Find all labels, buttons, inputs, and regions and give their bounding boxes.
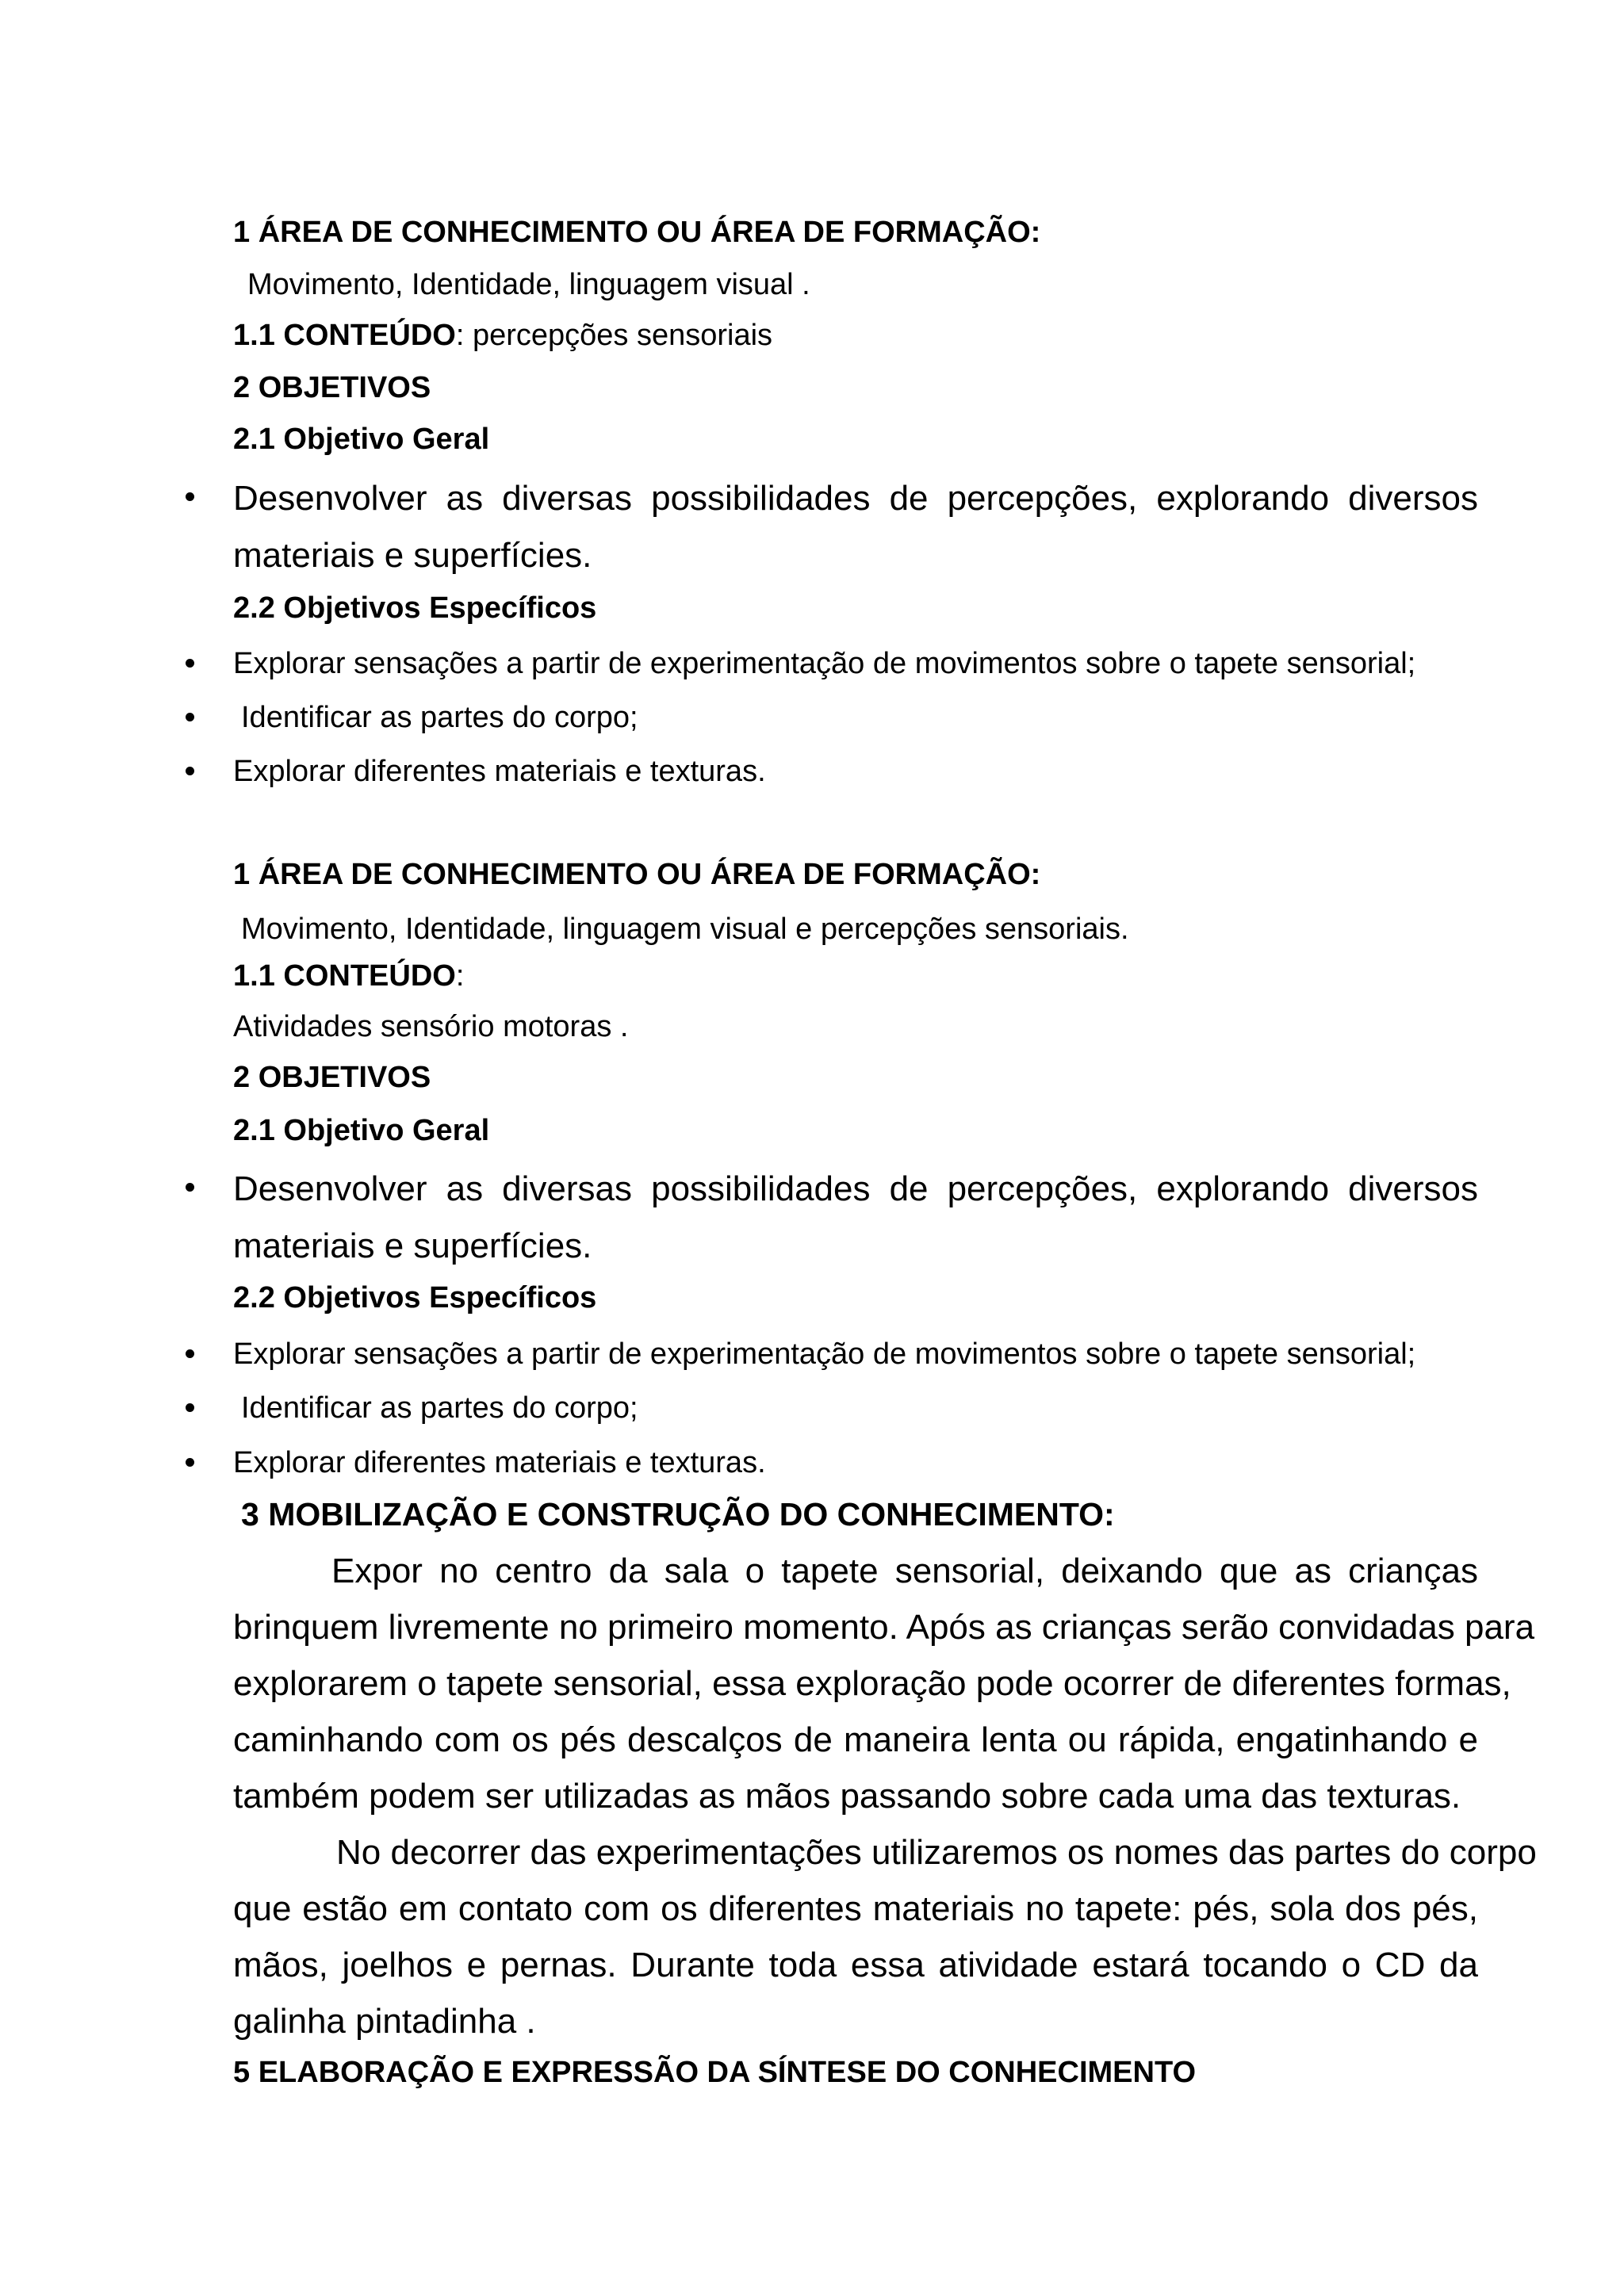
- content-line: [233, 320, 772, 350]
- general-objective-line: materiais e superfícies.: [233, 1226, 592, 1265]
- specific-objectives-title: 2.2 Objetivos Específicos: [233, 591, 597, 625]
- content-value: Atividades sensório motoras .: [233, 1010, 629, 1043]
- list-item: Explorar diferentes materiais e texturas.: [233, 755, 766, 788]
- general-objective-title: 2.1 Objetivo Geral: [233, 423, 490, 456]
- bullet-icon: [186, 1183, 194, 1192]
- paragraph-line: também podem ser utilizadas as mãos passando sobre cada uma das texturas.: [233, 1777, 1461, 1816]
- bullet-icon: [186, 1458, 194, 1467]
- list-item: Explorar diferentes materiais e texturas.: [233, 1446, 766, 1479]
- list-item: Identificar as partes do corpo;: [241, 1391, 638, 1425]
- content-value: : percepções sensoriais: [455, 319, 773, 352]
- bullet-icon: [186, 1349, 194, 1358]
- list-item: Identificar as partes do corpo;: [241, 701, 638, 734]
- paragraph-line: mãos, joelhos e pernas. Durante toda essa atividade estará tocando o CD da: [233, 1946, 1478, 1984]
- specific-objectives-title: 2.2 Objetivos Específicos: [233, 1281, 597, 1314]
- paragraph-line: explorarem o tapete sensorial, essa exploração pode ocorrer de diferentes formas,: [233, 1664, 1511, 1703]
- content-label: 1.1 CONTEÚDO: [233, 959, 456, 993]
- content-label: 1.1 CONTEÚDO: [233, 319, 456, 352]
- content-line: [233, 961, 464, 991]
- knowledge-areas: Movimento, Identidade, linguagem visual .: [247, 268, 810, 301]
- general-objective-line: Desenvolver as diversas possibilidades de percepções, explorando diversos: [233, 479, 1478, 518]
- paragraph-line: caminhando com os pés descalços de maneira lenta ou rápida, engatinhando e: [233, 1720, 1478, 1759]
- bullet-icon: [186, 1403, 194, 1412]
- bullet-icon: [186, 767, 194, 775]
- general-objective-title: 2.1 Objetivo Geral: [233, 1114, 490, 1147]
- paragraph-line: brinquem livremente no primeiro momento. Após as crianças serão convidadas para: [233, 1608, 1535, 1647]
- paragraph-line: que estão em contato com os diferentes materiais no tapete: pés, sola dos pés,: [233, 1889, 1478, 1928]
- objectives-heading: 2 OBJETIVOS: [233, 371, 431, 404]
- content-colon: :: [455, 959, 465, 993]
- paragraph-line: No decorrer das experimentações utilizaremos os nomes das partes do corpo: [336, 1833, 1537, 1872]
- paragraph-line: Expor no centro da sala o tapete sensorial, deixando que as crianças: [331, 1552, 1478, 1590]
- list-item: Explorar sensações a partir de experimentação de movimentos sobre o tapete sensorial;: [233, 1337, 1416, 1371]
- objectives-heading: 2 OBJETIVOS: [233, 1061, 431, 1094]
- bullet-icon: [186, 492, 194, 501]
- knowledge-areas: Movimento, Identidade, linguagem visual e percepções sensoriais.: [241, 913, 1129, 946]
- bullet-icon: [186, 659, 194, 668]
- paragraph-line: galinha pintadinha .: [233, 2002, 536, 2041]
- section5-heading: 5 ELABORAÇÃO E EXPRESSÃO DA SÍNTESE DO CONHECIMENTO: [233, 2056, 1197, 2089]
- section1-heading: 1 ÁREA DE CONHECIMENTO OU ÁREA DE FORMAÇÃO:: [233, 858, 1041, 891]
- section3-heading: 3 MOBILIZAÇÃO E CONSTRUÇÃO DO CONHECIMENTO:: [241, 1496, 1115, 1533]
- section1-heading: 1 ÁREA DE CONHECIMENTO OU ÁREA DE FORMAÇÃO:: [233, 216, 1041, 249]
- bullet-icon: [186, 713, 194, 721]
- general-objective-line: materiais e superfícies.: [233, 536, 592, 575]
- general-objective-line: Desenvolver as diversas possibilidades de percepções, explorando diversos: [233, 1169, 1478, 1208]
- list-item: Explorar sensações a partir de experimentação de movimentos sobre o tapete sensorial;: [233, 647, 1416, 680]
